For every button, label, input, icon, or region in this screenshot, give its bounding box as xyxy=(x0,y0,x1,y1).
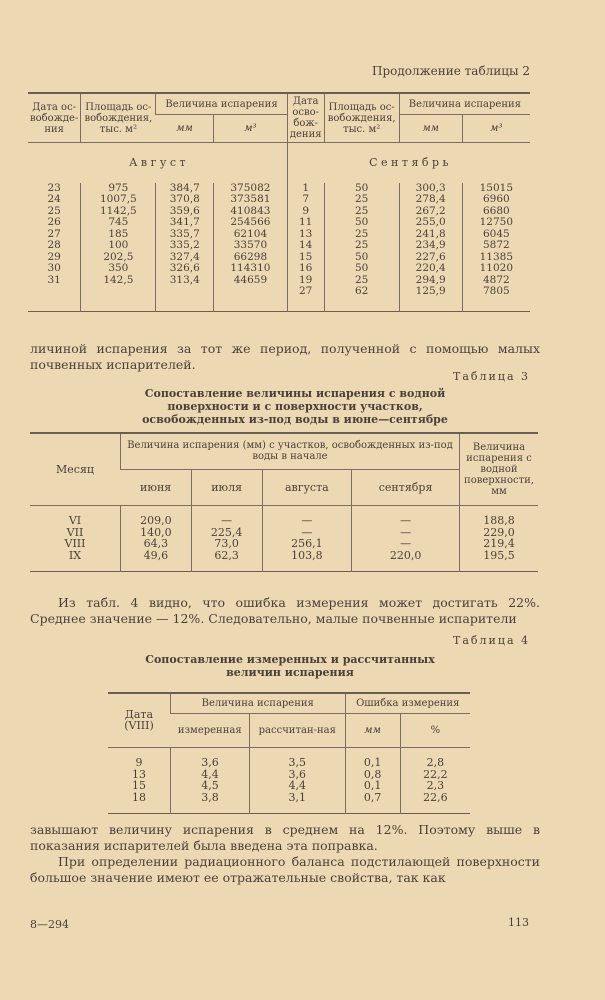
cell-august: 359,6 xyxy=(156,206,214,218)
cell-september: 7805 xyxy=(462,286,530,298)
cell-september: 25 xyxy=(324,275,399,287)
table-row xyxy=(28,229,530,241)
cell-september: 50 xyxy=(324,252,399,264)
table-cell: 49,6 xyxy=(121,550,192,562)
cell-september: 13 xyxy=(287,229,324,241)
cell-september: 25 xyxy=(324,240,399,252)
table-cell: 64,3 xyxy=(121,538,192,550)
table-cell: — xyxy=(262,515,352,527)
table-cell: 103,8 xyxy=(262,550,352,562)
paragraph-3a: завышают величину испарения в среднем на 12%. Поэтому выше в показания испарителей была введена эта поправка. xyxy=(30,822,540,853)
cell-august: 30 xyxy=(47,262,61,274)
table-cell: 195,5 xyxy=(460,550,539,562)
table-cell: VI xyxy=(68,514,82,527)
header-evap: Величина испарения xyxy=(156,93,287,115)
header-water: Величина испарения с водной поверхности, мм xyxy=(460,433,539,505)
table-row xyxy=(28,240,530,252)
cell-august: 202,5 xyxy=(81,252,156,264)
table-row xyxy=(28,252,530,264)
month-september: С е н т я б р ь xyxy=(287,143,530,183)
table-cell: 4,4 xyxy=(171,769,250,781)
cell-august: 142,5 xyxy=(81,275,156,287)
table-cell: VII xyxy=(66,525,84,539)
cell-september: 227,6 xyxy=(399,252,462,264)
cell-august: 745 xyxy=(81,217,156,229)
month-august: А в г у с т xyxy=(129,156,186,169)
cell-september: 5872 xyxy=(462,240,530,252)
table-row xyxy=(108,757,470,769)
header-col-2: августа xyxy=(262,469,352,505)
cell-september: 125,9 xyxy=(399,286,462,298)
cell-september: 300,3 xyxy=(399,183,462,195)
cell-september: 1 xyxy=(287,183,324,195)
table-cell: 4,5 xyxy=(171,780,250,792)
cell-september: 6680 xyxy=(462,206,530,218)
cell-september: 267,2 xyxy=(399,206,462,218)
table-cell: 73,0 xyxy=(191,538,262,550)
header-measured: измеренная xyxy=(171,713,250,747)
table-4-title: Сопоставление измеренных и рассчитанных величин испарения xyxy=(145,653,435,679)
header-col-0: июня xyxy=(121,469,192,505)
cell-august: 326,6 xyxy=(156,263,214,275)
cell-august: 28 xyxy=(47,239,61,251)
table-3-number: Таблица 3 xyxy=(453,370,530,383)
cell-september: 6045 xyxy=(462,229,530,241)
cell-august: 335,2 xyxy=(156,240,214,252)
table-row xyxy=(28,286,530,298)
cell-september: 16 xyxy=(287,263,324,275)
cell-september: 62 xyxy=(324,286,399,298)
paragraph-3b: При определении радиационного баланса подстилающей поверхности большое значение имеют ее отражательные свойства, так как xyxy=(30,854,540,885)
header-evap: Величина испарения xyxy=(171,693,346,713)
cell-august: 23 xyxy=(47,181,61,194)
table-cell: 13 xyxy=(132,767,146,781)
table-cell: 256,1 xyxy=(262,538,352,550)
cell-september: 278,4 xyxy=(399,194,462,206)
header-percent: % xyxy=(400,713,470,747)
cell-august: 24 xyxy=(47,193,61,205)
header-mm-right: мм xyxy=(399,115,462,143)
table-cell: 3,5 xyxy=(250,757,345,769)
table-row xyxy=(28,206,530,218)
table-cell: — xyxy=(352,515,460,527)
cell-august: 350 xyxy=(81,263,156,275)
cell-september: 220,4 xyxy=(399,263,462,275)
cell-september: 50 xyxy=(324,217,399,229)
table-cell: 22,6 xyxy=(400,792,470,804)
table-row xyxy=(28,217,530,229)
table-cell: 3,6 xyxy=(171,757,250,769)
table-cell: 3,8 xyxy=(171,792,250,804)
cell-august: 27 xyxy=(47,227,61,240)
cell-august: 254566 xyxy=(214,217,288,229)
table-row xyxy=(30,550,538,562)
header-group: Величина испарения (мм) с участков, освобожденных из-под воды в начале xyxy=(121,433,460,469)
table-cell: 140,0 xyxy=(121,527,192,539)
table-2 xyxy=(28,92,530,312)
cell-august: 62104 xyxy=(214,229,288,241)
cell-august: 114310 xyxy=(214,263,288,275)
cell-september: 7 xyxy=(287,194,324,206)
header-date: Дата ос-вобожде-ния xyxy=(28,93,81,143)
cell-september: 25 xyxy=(324,206,399,218)
header-area: Площадь ос-вобождения, тыс. м² xyxy=(81,93,156,143)
table-cell: 209,0 xyxy=(121,515,192,527)
cell-august: 66298 xyxy=(214,252,288,264)
cell-august: 29 xyxy=(47,250,61,263)
header-date-right: Дата осво-бож-дения xyxy=(287,93,324,143)
table-cell: 0,7 xyxy=(345,792,400,804)
header-calculated: рассчитан-ная xyxy=(250,713,345,747)
header-m3-right: м³ xyxy=(462,115,530,143)
header-m3: м³ xyxy=(214,115,288,143)
cell-august: 185 xyxy=(81,229,156,241)
table-row xyxy=(28,263,530,275)
cell-august: 26 xyxy=(47,216,61,228)
table-row xyxy=(30,538,538,550)
header-month: Месяц xyxy=(30,433,121,505)
cell-august: 384,7 xyxy=(156,183,214,195)
cell-september: 25 xyxy=(324,194,399,206)
table-cell: 229,0 xyxy=(460,527,539,539)
cell-september: 50 xyxy=(324,263,399,275)
table-cell: — xyxy=(352,527,460,539)
table-cell: 22,2 xyxy=(400,769,470,781)
table-cell: 3,6 xyxy=(250,769,345,781)
cell-august: 33570 xyxy=(214,240,288,252)
cell-august: 25 xyxy=(47,204,61,217)
cell-september: 11 xyxy=(287,217,324,229)
continuation-label: Продолжение таблицы 2 xyxy=(371,64,530,78)
table-cell: 219,4 xyxy=(460,538,539,550)
table-4 xyxy=(108,692,470,814)
table-cell: 2,3 xyxy=(400,780,470,792)
header-col-1: июля xyxy=(191,469,262,505)
cell-september: 25 xyxy=(324,229,399,241)
table-cell: 15 xyxy=(132,779,146,792)
cell-september: 19 xyxy=(287,275,324,287)
table-cell: 220,0 xyxy=(352,550,460,562)
table-cell: 188,8 xyxy=(460,515,539,527)
table-cell: 0,1 xyxy=(345,757,400,769)
cell-august: 370,8 xyxy=(156,194,214,206)
header-area-right: Площадь ос-вобождения, тыс. м² xyxy=(324,93,399,143)
header-mm: мм xyxy=(345,713,400,747)
table-cell: 4,4 xyxy=(250,780,345,792)
header-evap-right: Величина испарения xyxy=(399,93,530,115)
table-row xyxy=(28,275,530,287)
cell-september: 50 xyxy=(324,183,399,195)
cell-september: 12750 xyxy=(462,217,530,229)
cell-august: 341,7 xyxy=(156,217,214,229)
cell-august: 373581 xyxy=(214,194,288,206)
table-cell: 18 xyxy=(132,790,146,804)
table-cell: 3,1 xyxy=(250,792,345,804)
cell-september: 255,0 xyxy=(399,217,462,229)
table-row xyxy=(108,780,470,792)
page-number: 113 xyxy=(508,916,529,929)
cell-august: 327,4 xyxy=(156,252,214,264)
table-cell: 2,8 xyxy=(400,757,470,769)
cell-september: 14 xyxy=(287,240,324,252)
cell-august: 410843 xyxy=(214,206,288,218)
cell-september: 11020 xyxy=(462,263,530,275)
cell-august: 1142,5 xyxy=(81,206,156,218)
cell-august: 313,4 xyxy=(156,275,214,287)
table-row xyxy=(30,527,538,539)
table-3 xyxy=(30,432,538,572)
header-date: Дата (VIII) xyxy=(108,693,171,747)
cell-august: 31 xyxy=(47,273,61,286)
table-3-title: Сопоставление величины испарения с водной поверхности и с поверхности участков, освобожденных из-под воды в июне—сентябре xyxy=(142,387,448,426)
printer-signature: 8—294 xyxy=(30,918,69,931)
cell-september: 11385 xyxy=(462,252,530,264)
cell-september: 6960 xyxy=(462,194,530,206)
cell-september: 9 xyxy=(287,206,324,218)
header-mm: мм xyxy=(156,115,214,143)
cell-september: 294,9 xyxy=(399,275,462,287)
table-cell: 0,8 xyxy=(345,769,400,781)
cell-august: 44659 xyxy=(214,275,288,287)
header-error: Ошибка измерения xyxy=(345,693,470,713)
table-cell: — xyxy=(262,527,352,539)
paragraph-1: личиной испарения за тот же период, полученной с помощью малых почвенных испарителей. xyxy=(30,341,540,372)
table-4-number: Таблица 4 xyxy=(453,634,530,647)
table-cell: 62,3 xyxy=(191,550,262,562)
table-cell: VIII xyxy=(64,537,86,550)
cell-august: 335,7 xyxy=(156,229,214,241)
cell-august: 375082 xyxy=(214,183,288,195)
cell-september: 15 xyxy=(287,252,324,264)
table-row xyxy=(28,194,530,206)
header-col-3: сентября xyxy=(352,469,460,505)
cell-september: 4872 xyxy=(462,275,530,287)
table-cell: 0,1 xyxy=(345,780,400,792)
cell-august: 975 xyxy=(81,183,156,195)
table-row xyxy=(108,792,470,804)
table-cell: — xyxy=(191,515,262,527)
cell-august: 1007,5 xyxy=(81,194,156,206)
paragraph-2: Из табл. 4 видно, что ошибка измерения может достигать 22%. Среднее значение — 12%. Следовательно, малые почвенные испарители xyxy=(30,595,540,626)
cell-september: 234,9 xyxy=(399,240,462,252)
cell-september: 15015 xyxy=(462,183,530,195)
table-cell: 9 xyxy=(135,756,143,769)
cell-september: 27 xyxy=(287,286,324,298)
table-cell: IX xyxy=(68,548,82,562)
cell-august: 100 xyxy=(81,240,156,252)
paragraph-3 xyxy=(30,822,540,886)
table-cell: 225,4 xyxy=(191,527,262,539)
table-row xyxy=(30,515,538,527)
cell-september: 241,8 xyxy=(399,229,462,241)
table-cell: — xyxy=(352,538,460,550)
